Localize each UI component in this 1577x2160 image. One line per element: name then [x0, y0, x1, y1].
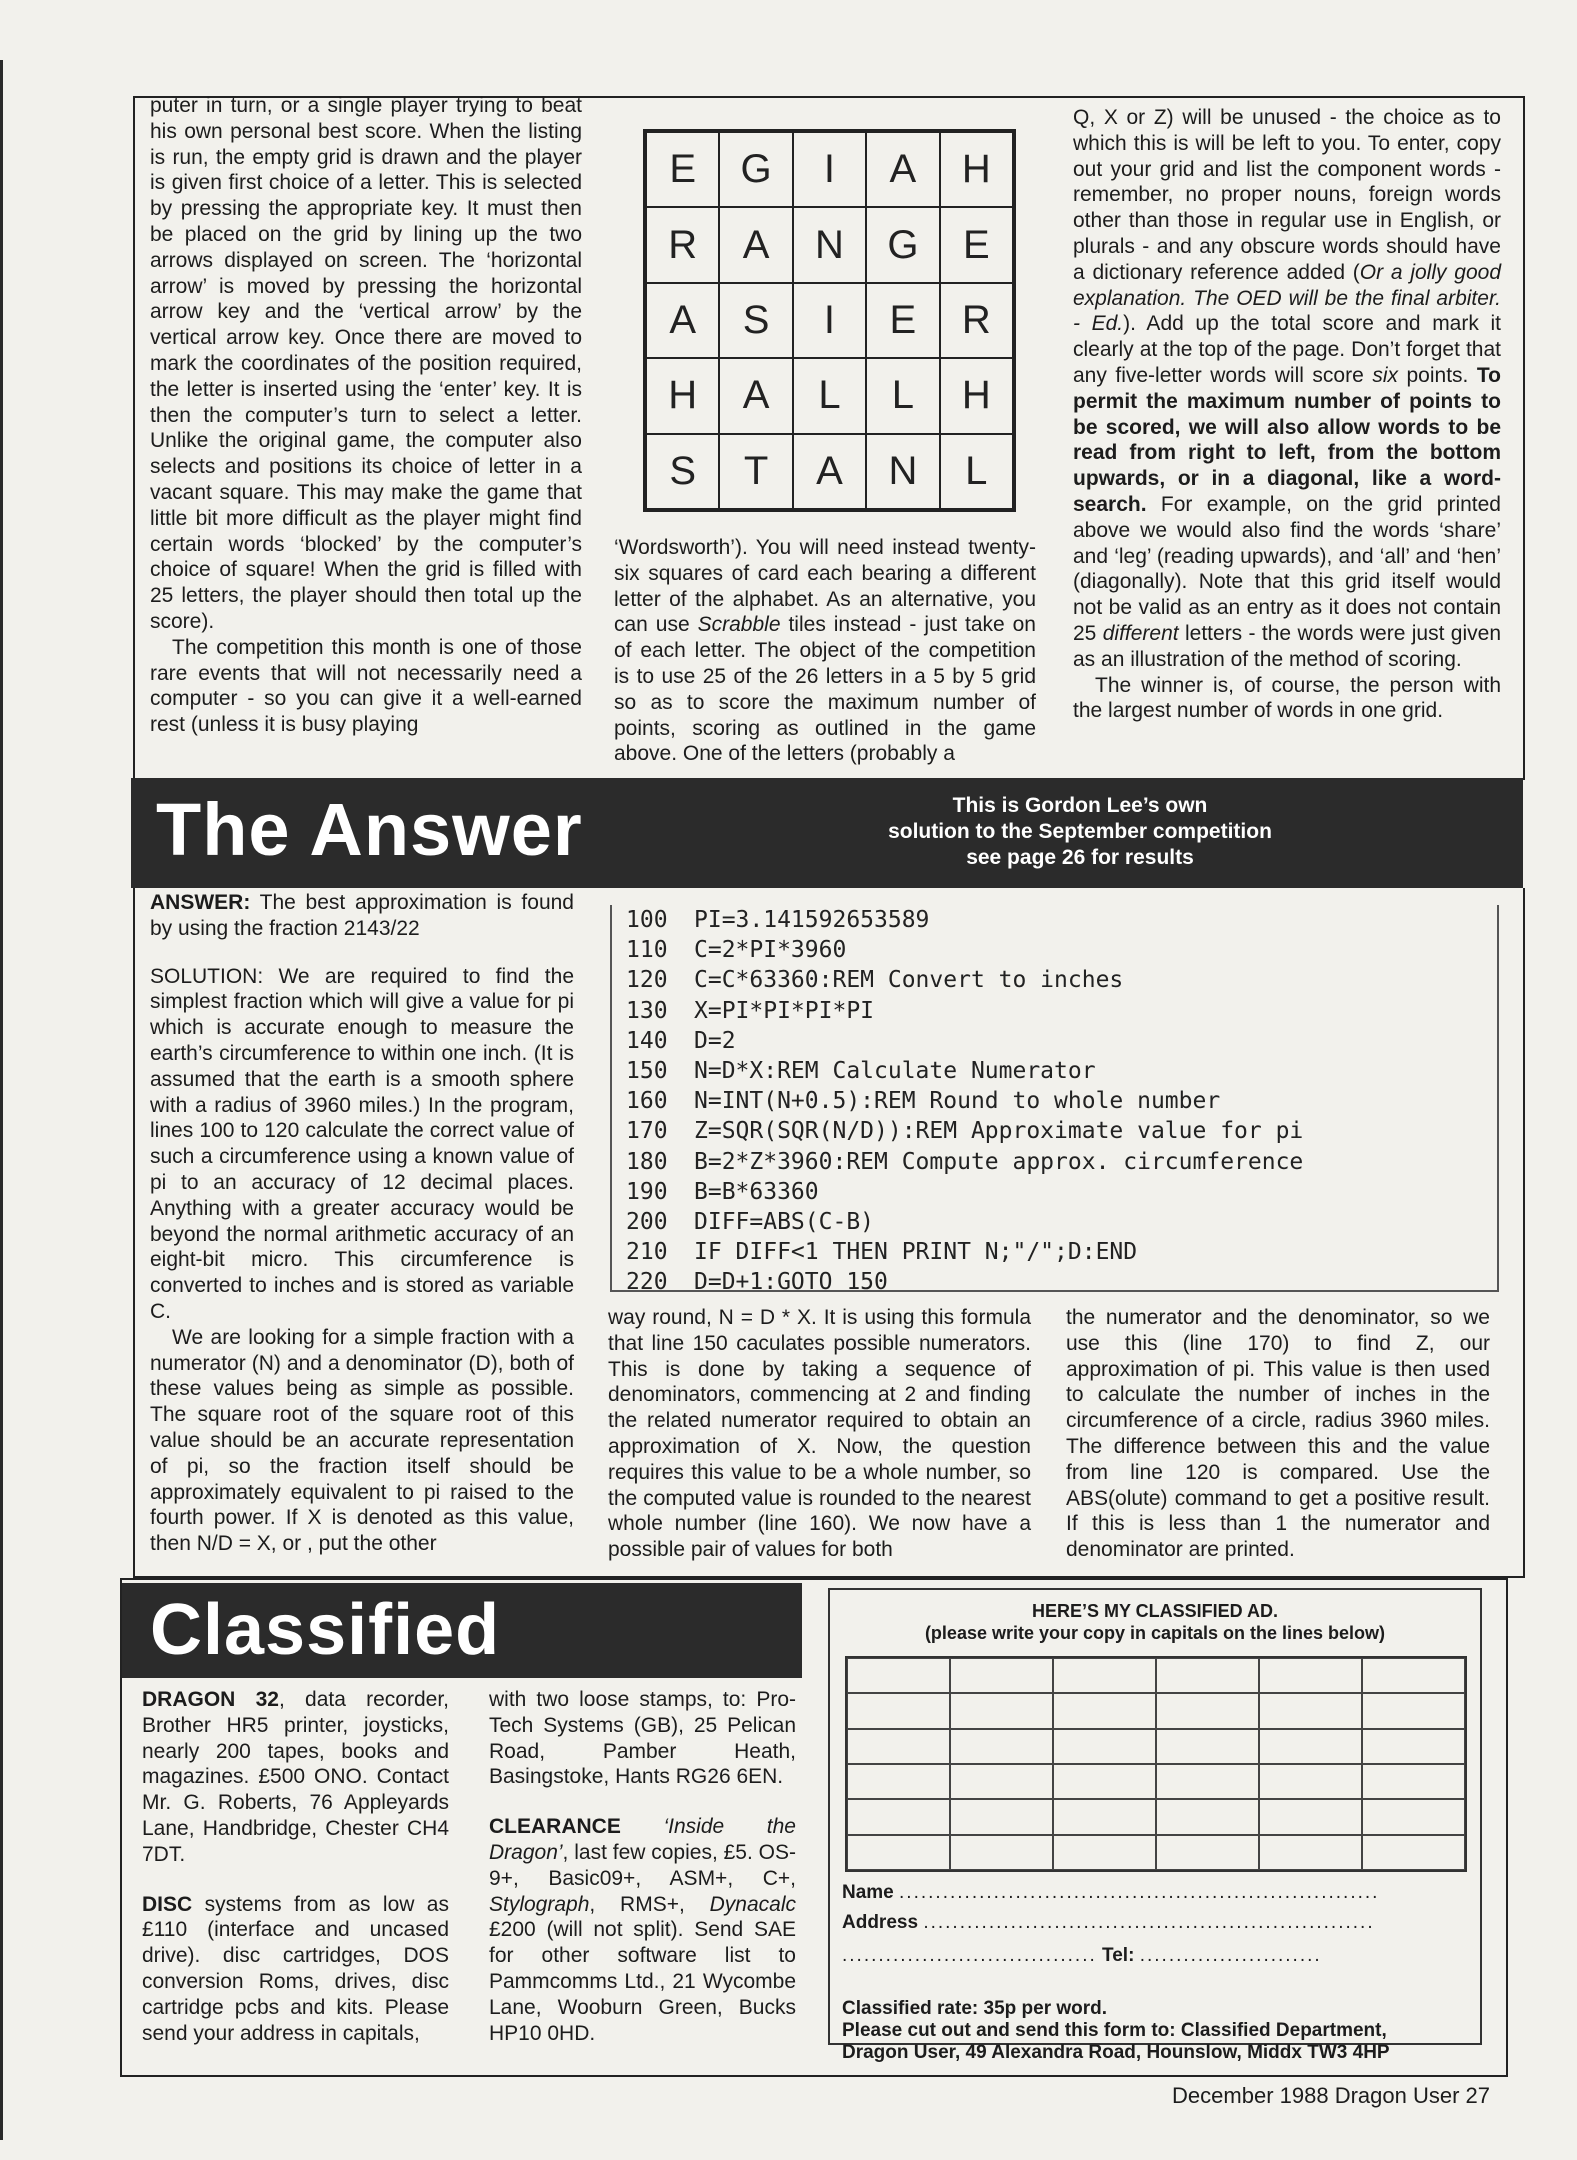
- code-line: [626, 1086, 1497, 1116]
- grid-cell: R: [940, 283, 1013, 358]
- word-box[interactable]: [1362, 1799, 1465, 1834]
- solution-para2: We are looking for a simple fraction with a numerator (N) and a denominator (D), both of these values being as simple as possible. The square root of the square root of this value should be an accurate representation of pi, so the fraction itself should be approximately equivalent to pi raised to the fourth power. If X is denoted as this value, then N/D = X, or , put the other: [150, 1325, 574, 1556]
- grid-cell: A: [719, 358, 792, 433]
- answer-col1: [150, 890, 574, 1557]
- word-box[interactable]: [847, 1658, 950, 1693]
- answer-col2-para: way round, N = D * X. It is using this formula that line 150 caculates possible numerators. This is done by taking a sequence of denominators, commencing at 2 and finding the related numerator required to obtain an approximation of X. Now, the question requires this value to be a whole number, so the computed value is rounded to the nearest whole number (line 160). We now have a possible pair of values for both: [608, 1306, 1031, 1562]
- code-line: [626, 1177, 1497, 1207]
- word-box[interactable]: [1362, 1658, 1465, 1693]
- code-line: [626, 1026, 1497, 1056]
- tel-field[interactable]: ................................... Tel: .........................: [842, 1945, 1322, 1966]
- answer-col3: [1066, 1305, 1490, 1563]
- word-box[interactable]: [950, 1835, 1053, 1870]
- word-box[interactable]: [1053, 1799, 1156, 1834]
- word-box[interactable]: [847, 1835, 950, 1870]
- code-line-number: 110: [626, 937, 668, 964]
- code-line: [626, 1267, 1497, 1297]
- word-box[interactable]: [1259, 1693, 1362, 1728]
- competition-col3-para1: Q, X or Z) will be unused - the choice as to which this is will be left to you. To enter, copy out your grid and list the component words - remember, no proper nouns, foreign words other than those in regular use in English, or plurals - and any obscure words should have a dictionary reference added (Or a jolly good explanation. The OED will be the final arbiter. - Ed.). Add up the total score and mark it clearly at the top of the page. Don’t forget that any five-letter words will score six points. To permit the maximum number of points to be scored, we will also allow words to be read from right to left, from the bottom upwards, or in a diagonal, like a word-search. For example, on the grid printed above we would also find the words ‘share’ and ‘leg’ (reading upwards), and ‘all’ and ‘hen’ (diagonally). Note that this grid itself would not be valid as an entry as it does not contain 25 different letters - the words were just given as an illustration of the method of scoring.: [1073, 106, 1502, 671]
- solution-para1: SOLUTION: We are required to find the simplest fraction which will give a value for pi which is accurate enough to measure the earth’s circumference to within one inch. (It is assumed that the earth is a smooth sphere with a radius of 3960 miles.) In the program, lines 100 to 120 calculate the correct value of such a circumference using a known value of pi to an accuracy of 12 decimal places. Anything with a greater accuracy would be beyond the normal arithmetic accuracy of an eight-bit micro. This circumference is converted to inches and is stored as variable C.: [150, 964, 574, 1323]
- word-box[interactable]: [1362, 1693, 1465, 1728]
- grid-cell: R: [646, 207, 719, 282]
- code-line-text: IF DIFF<1 THEN PRINT N;"/";D:END: [694, 1239, 1138, 1266]
- grid-cell: A: [646, 283, 719, 358]
- grid-cell: I: [793, 132, 866, 207]
- word-box[interactable]: [1053, 1658, 1156, 1693]
- code-line-number: 220: [626, 1269, 668, 1296]
- code-line-number: 170: [626, 1118, 668, 1145]
- grid-cell: I: [793, 283, 866, 358]
- answer-subtitle-line3: see page 26 for results: [966, 846, 1194, 869]
- classified-title: Classified: [150, 1590, 501, 1670]
- form-rate: Classified rate: 35p per word.: [842, 1998, 1108, 2019]
- code-line-text: D=2: [694, 1027, 736, 1054]
- code-line-text: X=PI*PI*PI*PI: [694, 997, 875, 1024]
- classified-order-form: [828, 1588, 1482, 2063]
- word-box[interactable]: [950, 1729, 1053, 1764]
- name-label: Name: [842, 1882, 894, 1903]
- word-box[interactable]: [1259, 1764, 1362, 1799]
- word-box[interactable]: [1156, 1658, 1259, 1693]
- grid-cell: A: [719, 207, 792, 282]
- code-line: [626, 965, 1497, 995]
- code-line-text: N=INT(N+0.5):REM Round to whole number: [694, 1088, 1221, 1115]
- word-box[interactable]: [1156, 1729, 1259, 1764]
- code-line-text: PI=3.141592653589: [694, 907, 930, 933]
- competition-col2: [614, 535, 1036, 767]
- word-box[interactable]: [1259, 1799, 1362, 1834]
- grid-cell: L: [793, 358, 866, 433]
- grid-cell: H: [940, 132, 1013, 207]
- word-box[interactable]: [1156, 1799, 1259, 1834]
- grid-cell: A: [866, 132, 939, 207]
- competition-col1-para2: The competition this month is one of those rare events that will not necessarily need a computer - so you can give it a well-earned rest (unless it is busy playing: [150, 635, 582, 737]
- code-line-number: 100: [626, 907, 668, 933]
- form-title-line1: HERE’S MY CLASSIFIED AD.: [1031, 1601, 1279, 1621]
- grid-cell: E: [646, 132, 719, 207]
- classified-ad-clearance: CLEARANCE ‘Inside the Dragon’, last few copies, £5. OS-9+, Basic09+, ASM+, C+, Stylograph, RMS+, Dynacalc £200 (will not split). Send SAE for other software list to Pammcomms Ltd., 21 Wycombe Lane, Wooburn Green, Bucks HP10 0HD.: [489, 1815, 796, 2045]
- code-line-text: C=2*PI*3960: [694, 937, 847, 964]
- grid-cell: L: [866, 358, 939, 433]
- word-box[interactable]: [1362, 1835, 1465, 1870]
- form-cutout: Please cut out and send this form to: Classified Department,: [842, 2020, 1387, 2041]
- tel-label: Tel:: [1102, 1945, 1135, 1966]
- code-line-number: 210: [626, 1239, 668, 1266]
- code-line-number: 190: [626, 1178, 668, 1205]
- word-box[interactable]: [847, 1693, 950, 1728]
- grid-cell: G: [719, 132, 792, 207]
- form-title: [830, 1600, 1480, 1644]
- form-title-line2: (please write your copy in capitals on the lines below): [924, 1623, 1386, 1643]
- form-address: Dragon User, 49 Alexandra Road, Hounslow, Middx TW3 4HP: [842, 2042, 1390, 2063]
- page-footer: December 1988 Dragon User 27: [1172, 2083, 1490, 2108]
- grid-cell: N: [866, 434, 939, 509]
- word-box[interactable]: [950, 1799, 1053, 1834]
- code-line-number: 130: [626, 997, 668, 1024]
- word-box[interactable]: [1259, 1729, 1362, 1764]
- code-line: [626, 1056, 1497, 1086]
- code-line-text: B=2*Z*3960:REM Compute approx. circumference: [694, 1148, 1304, 1175]
- code-line-text: DIFF=ABS(C-B): [694, 1209, 875, 1236]
- page-edge-line: [0, 60, 3, 2140]
- grid-cell: E: [866, 283, 939, 358]
- word-box[interactable]: [950, 1764, 1053, 1799]
- answer-subtitle-line2: solution to the September competition: [888, 820, 1272, 843]
- word-box[interactable]: [1053, 1835, 1156, 1870]
- classified-ad-dragon32: DRAGON 32, data recorder, Brother HR5 printer, joysticks, nearly 200 tapes, books and magazines. £500 ONO. Contact Mr. G. Roberts, 76 Appleyards Lane, Handbridge, Chester CH4 7DT.: [142, 1688, 449, 1866]
- form-word-grid[interactable]: [845, 1656, 1467, 1872]
- word-box[interactable]: [1156, 1764, 1259, 1799]
- classified-col2: [489, 1687, 796, 2046]
- grid-cell: N: [793, 207, 866, 282]
- answer-col3-para: the numerator and the denominator, so we use this (line 170) to find Z, our approximation of pi. This value is then used to calculate the number of inches in the circumference of a circle, radius 3960 miles. The difference between this and the value from line 120 is compared. Use the ABS(olute) command to get a positive result. If this is less than 1 the numerator and denominator are printed.: [1066, 1306, 1490, 1562]
- code-line: [626, 1116, 1497, 1146]
- grid-cell: L: [940, 434, 1013, 509]
- letter-grid: [643, 129, 1016, 512]
- word-box[interactable]: [1259, 1835, 1362, 1870]
- grid-cell: T: [719, 434, 792, 509]
- code-line-number: 160: [626, 1088, 668, 1115]
- grid-cell: H: [646, 358, 719, 433]
- competition-col3: [1073, 105, 1501, 724]
- grid-cell: H: [940, 358, 1013, 433]
- code-line-number: 120: [626, 967, 668, 994]
- word-box[interactable]: [1362, 1764, 1465, 1799]
- word-box[interactable]: [847, 1729, 950, 1764]
- code-line-text: D=D+1:GOTO 150: [694, 1269, 888, 1296]
- address-label: Address: [842, 1912, 919, 1933]
- classified-ad-disc: DISC systems from as low as £110 (interface and uncased drive). disc cartridges, DOS conversion Roms, drives, disc cartridge pcbs and kits. Please send your address in capitals,: [142, 1892, 449, 2045]
- answer-statement: ANSWER: The best approximation is found by using the fraction 2143/22: [150, 891, 574, 940]
- competition-col1-para1: puter in turn, or a single player trying to beat his own personal best score. When the listing is run, the empty grid is drawn and the player is given first choice of a letter. This is selected by pressing the appropriate key. It must then be placed on the grid by lining up the two arrows displayed on screen. The ‘horizontal arrow’ is moved by pressing the horizontal arrow key and the ‘vertical arrow’ by the vertical arrow key. Once there are moved to mark the coordinates of the position required, the letter is inserted using the ‘enter’ key. It is then the computer’s turn to select a letter. Unlike the original game, the computer also selects and positions its choice of letter in a vacant square. This may make the game that little bit more difficult as the player might find certain words ‘blocked’ by the computer’s choice of square! When the grid is filled with 25 letters, the player should then total up the score).: [150, 94, 582, 633]
- code-line: [626, 905, 1497, 935]
- code-line: [626, 996, 1497, 1026]
- word-box[interactable]: [1053, 1764, 1156, 1799]
- word-box[interactable]: [1156, 1835, 1259, 1870]
- code-line-number: 150: [626, 1058, 668, 1085]
- grid-cell: S: [646, 434, 719, 509]
- word-box[interactable]: [1259, 1658, 1362, 1693]
- word-box[interactable]: [1053, 1729, 1156, 1764]
- classified-ad-disc-cont: with two loose stamps, to: Pro-Tech Systems (GB), 25 Pelican Road, Pamber Heath, Basingstoke, Hants RG26 6EN.: [489, 1688, 796, 1789]
- name-field[interactable]: Name ..................................................................: [842, 1882, 1380, 1903]
- code-line-number: 140: [626, 1027, 668, 1054]
- grid-cell: G: [866, 207, 939, 282]
- grid-cell: A: [793, 434, 866, 509]
- answer-subtitle: [780, 793, 1380, 871]
- competition-col3-para2: The winner is, of course, the person with the largest number of words in one grid.: [1073, 673, 1501, 723]
- code-line-text: B=B*63360: [694, 1178, 819, 1205]
- word-box[interactable]: [1053, 1693, 1156, 1728]
- code-line: [626, 935, 1497, 965]
- answer-col2: [608, 1305, 1031, 1563]
- grid-cell: E: [940, 207, 1013, 282]
- word-box[interactable]: [847, 1799, 950, 1834]
- competition-col2-para: ‘Wordsworth’). You will need instead twenty-six squares of card each bearing a different letter of the alphabet. As an alternative, you can use Scrabble tiles instead - just take on of each letter. The object of the competition is to use 25 of the 26 letters in a 5 by 5 grid so as to score the maximum number of points, scoring as outlined in the game above. One of the letters (probably a: [614, 536, 1036, 766]
- form-footer: [842, 1998, 1390, 2064]
- grid-cell: S: [719, 283, 792, 358]
- word-box[interactable]: [847, 1764, 950, 1799]
- answer-subtitle-line1: This is Gordon Lee’s own: [952, 794, 1208, 817]
- word-box[interactable]: [950, 1693, 1053, 1728]
- code-line: [626, 1237, 1497, 1267]
- code-line-text: Z=SQR(SQR(N/D)):REM Approximate value for pi: [694, 1118, 1304, 1145]
- basic-code-listing: [610, 905, 1499, 1296]
- code-line: [626, 1147, 1497, 1177]
- code-line-text: C=C*63360:REM Convert to inches: [694, 967, 1124, 994]
- code-line: [626, 1207, 1497, 1237]
- code-line-number: 180: [626, 1148, 668, 1175]
- address-field[interactable]: Address ..............................................................: [842, 1912, 1375, 1933]
- word-box[interactable]: [1362, 1729, 1465, 1764]
- word-box[interactable]: [950, 1658, 1053, 1693]
- classified-col1: [142, 1687, 449, 2046]
- competition-col1: [150, 93, 582, 738]
- word-box[interactable]: [1156, 1693, 1259, 1728]
- code-line-number: 200: [626, 1209, 668, 1236]
- answer-title: The Answer: [156, 788, 583, 871]
- code-line-text: N=D*X:REM Calculate Numerator: [694, 1058, 1096, 1085]
